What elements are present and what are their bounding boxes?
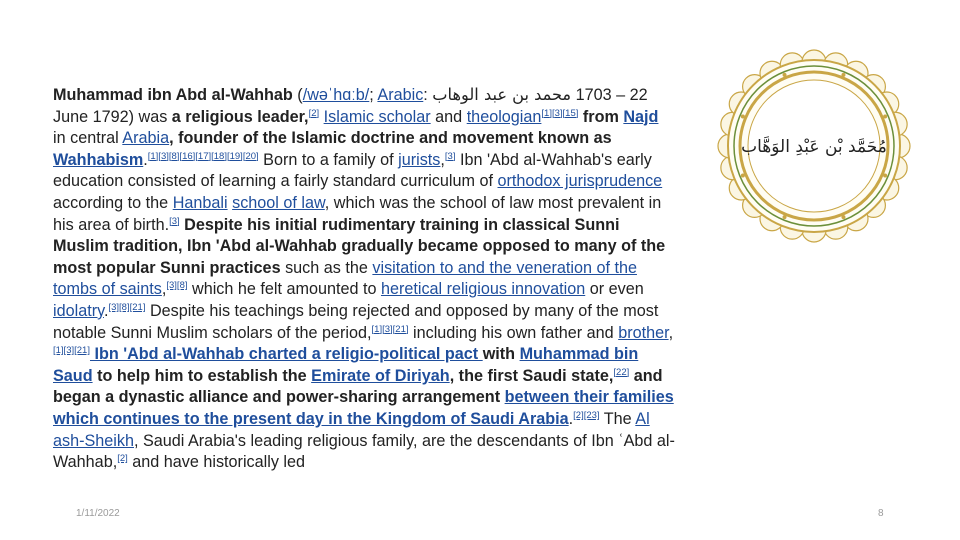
muhammad-bin-saud-link[interactable]: Muhammad bin Saud: [53, 345, 639, 385]
text-run: :: [423, 86, 433, 104]
text-run: , which was the school of law most prevalent in his area of birth.: [53, 193, 662, 234]
text-run: Ibn 'Abd al-Wahhab's early education consisted of learning a fairly standard curriculum of: [53, 150, 652, 191]
wahhabism-link[interactable]: Wahhabism: [53, 150, 144, 169]
text-run: to help him to establish the: [92, 366, 312, 385]
text-run: , founder of the Islamic doctrine and movement known as: [169, 129, 612, 148]
visitation-link[interactable]: visitation to and the veneration of the tombs of saints: [53, 258, 637, 299]
text-run: which he felt amounted to: [187, 280, 381, 299]
text-run: 1703 – 22 June 1792) was: [53, 86, 648, 126]
al-ash-sheikh-link[interactable]: Al ash-Sheikh: [53, 409, 650, 450]
orthodox-jurisprudence-link[interactable]: orthodox jurisprudence: [497, 172, 663, 191]
text-run: or even: [585, 280, 644, 299]
text-run: and began a dynastic alliance and power-sharing arrangement: [53, 366, 663, 407]
citation-link[interactable]: [3][8]: [166, 280, 188, 292]
emirate-of-diriyah-link[interactable]: Emirate of Diriyah: [311, 366, 450, 385]
text-run: a religious leader,: [171, 107, 309, 126]
seal-dot: [841, 73, 845, 77]
idolatry-link[interactable]: idolatry: [53, 301, 104, 320]
seal-dot: [883, 173, 887, 177]
subject-name: Muhammad ibn Abd al-Wahhab: [53, 86, 293, 104]
najd-link[interactable]: Najd: [623, 107, 659, 126]
citation-link[interactable]: [2][23]: [573, 409, 600, 421]
text-run: from: [578, 107, 624, 126]
seal-dot: [741, 115, 745, 119]
text-run: including his own father and: [408, 323, 619, 342]
seal-calligraphy: مُحَمَّد بْن عَبْدِ الوَهَّاب: [741, 137, 887, 157]
text-run: ,: [668, 323, 674, 342]
citation-link[interactable]: [1][3][8][16][17][18][19][20]: [147, 150, 259, 162]
text-run: ,: [440, 150, 445, 169]
page-number: 8: [878, 508, 884, 519]
text-run: .: [143, 150, 148, 169]
text-run: ,: [161, 280, 167, 299]
citation-link[interactable]: [3]: [169, 215, 180, 227]
calligraphy-seal: [716, 48, 912, 244]
text-run: The: [599, 409, 636, 428]
text-run: , the first Saudi state,: [449, 366, 614, 385]
text-run: in central: [53, 129, 123, 148]
text-run: such as the: [280, 258, 373, 277]
text-run: Born to a family of: [258, 150, 399, 169]
heretical-innovation-link[interactable]: heretical religious innovation: [380, 280, 586, 299]
citation-link[interactable]: [3]: [444, 150, 456, 162]
text-run: and have historically led: [127, 453, 306, 472]
citation-link[interactable]: [1][3][21]: [53, 345, 90, 357]
brother-link[interactable]: brother: [618, 323, 669, 342]
citation-link[interactable]: [2]: [117, 453, 128, 465]
text-run: and: [430, 107, 467, 126]
dynastic-alliance-link[interactable]: between their families which continues to the present day in the Kingdom of: [53, 388, 674, 428]
citation-link[interactable]: [2]: [308, 107, 320, 119]
footer-date: 1/11/2022: [76, 508, 120, 519]
seal-dot: [883, 115, 887, 119]
pact-link[interactable]: Ibn 'Abd al-Wahhab charted a religio-political pact: [89, 345, 483, 364]
text-run: .: [568, 409, 574, 428]
text-run: with: [482, 345, 520, 364]
hanbali-link[interactable]: Hanbali: [172, 193, 228, 212]
citation-link[interactable]: [1][3][21]: [371, 323, 409, 335]
seal-dot: [841, 215, 845, 219]
theologian-link[interactable]: theologian: [466, 107, 542, 126]
citation-link[interactable]: [3][8][21]: [108, 301, 146, 313]
seal-dot: [783, 73, 787, 77]
islamic-scholar-link[interactable]: Islamic scholar: [323, 107, 431, 126]
jurists-link[interactable]: jurists: [398, 150, 441, 169]
arabic-name: محمد بن عبد الوهاب: [432, 85, 572, 104]
seal-dot: [741, 173, 745, 177]
text-run: .: [103, 301, 109, 320]
school-of-law-link[interactable]: school of law: [232, 193, 325, 212]
citation-link[interactable]: [1][3][15]: [541, 107, 579, 119]
text-run: (: [292, 86, 303, 104]
text-run: ;: [369, 86, 378, 104]
text-run: , Saudi Arabia's leading religious family, are the descendants of Ibn ʿAbd al-Wahhab,: [53, 431, 675, 472]
arabia-link[interactable]: Arabia: [122, 129, 170, 148]
text-run: Despite his initial rudimentary training in classical Sunni Muslim tradition, Ibn 'Abd al-Wahhab gradually became opposed to many of the most popular Sunni practices: [53, 215, 666, 277]
ipa-link[interactable]: /wəˈhɑːb/: [302, 86, 370, 104]
arabic-link[interactable]: Arabic: [377, 86, 424, 104]
citation-link[interactable]: [22]: [613, 366, 630, 378]
text-run: Despite his teachings being rejected and opposed by many of the most notable Sunni Muslim scholars of the period,: [53, 301, 659, 342]
seal-dot: [783, 215, 787, 219]
text-run: according to the: [53, 193, 173, 212]
saudi-arabia-link[interactable]: Saudi Arabia: [470, 409, 569, 428]
article-paragraph: [53, 84, 675, 474]
